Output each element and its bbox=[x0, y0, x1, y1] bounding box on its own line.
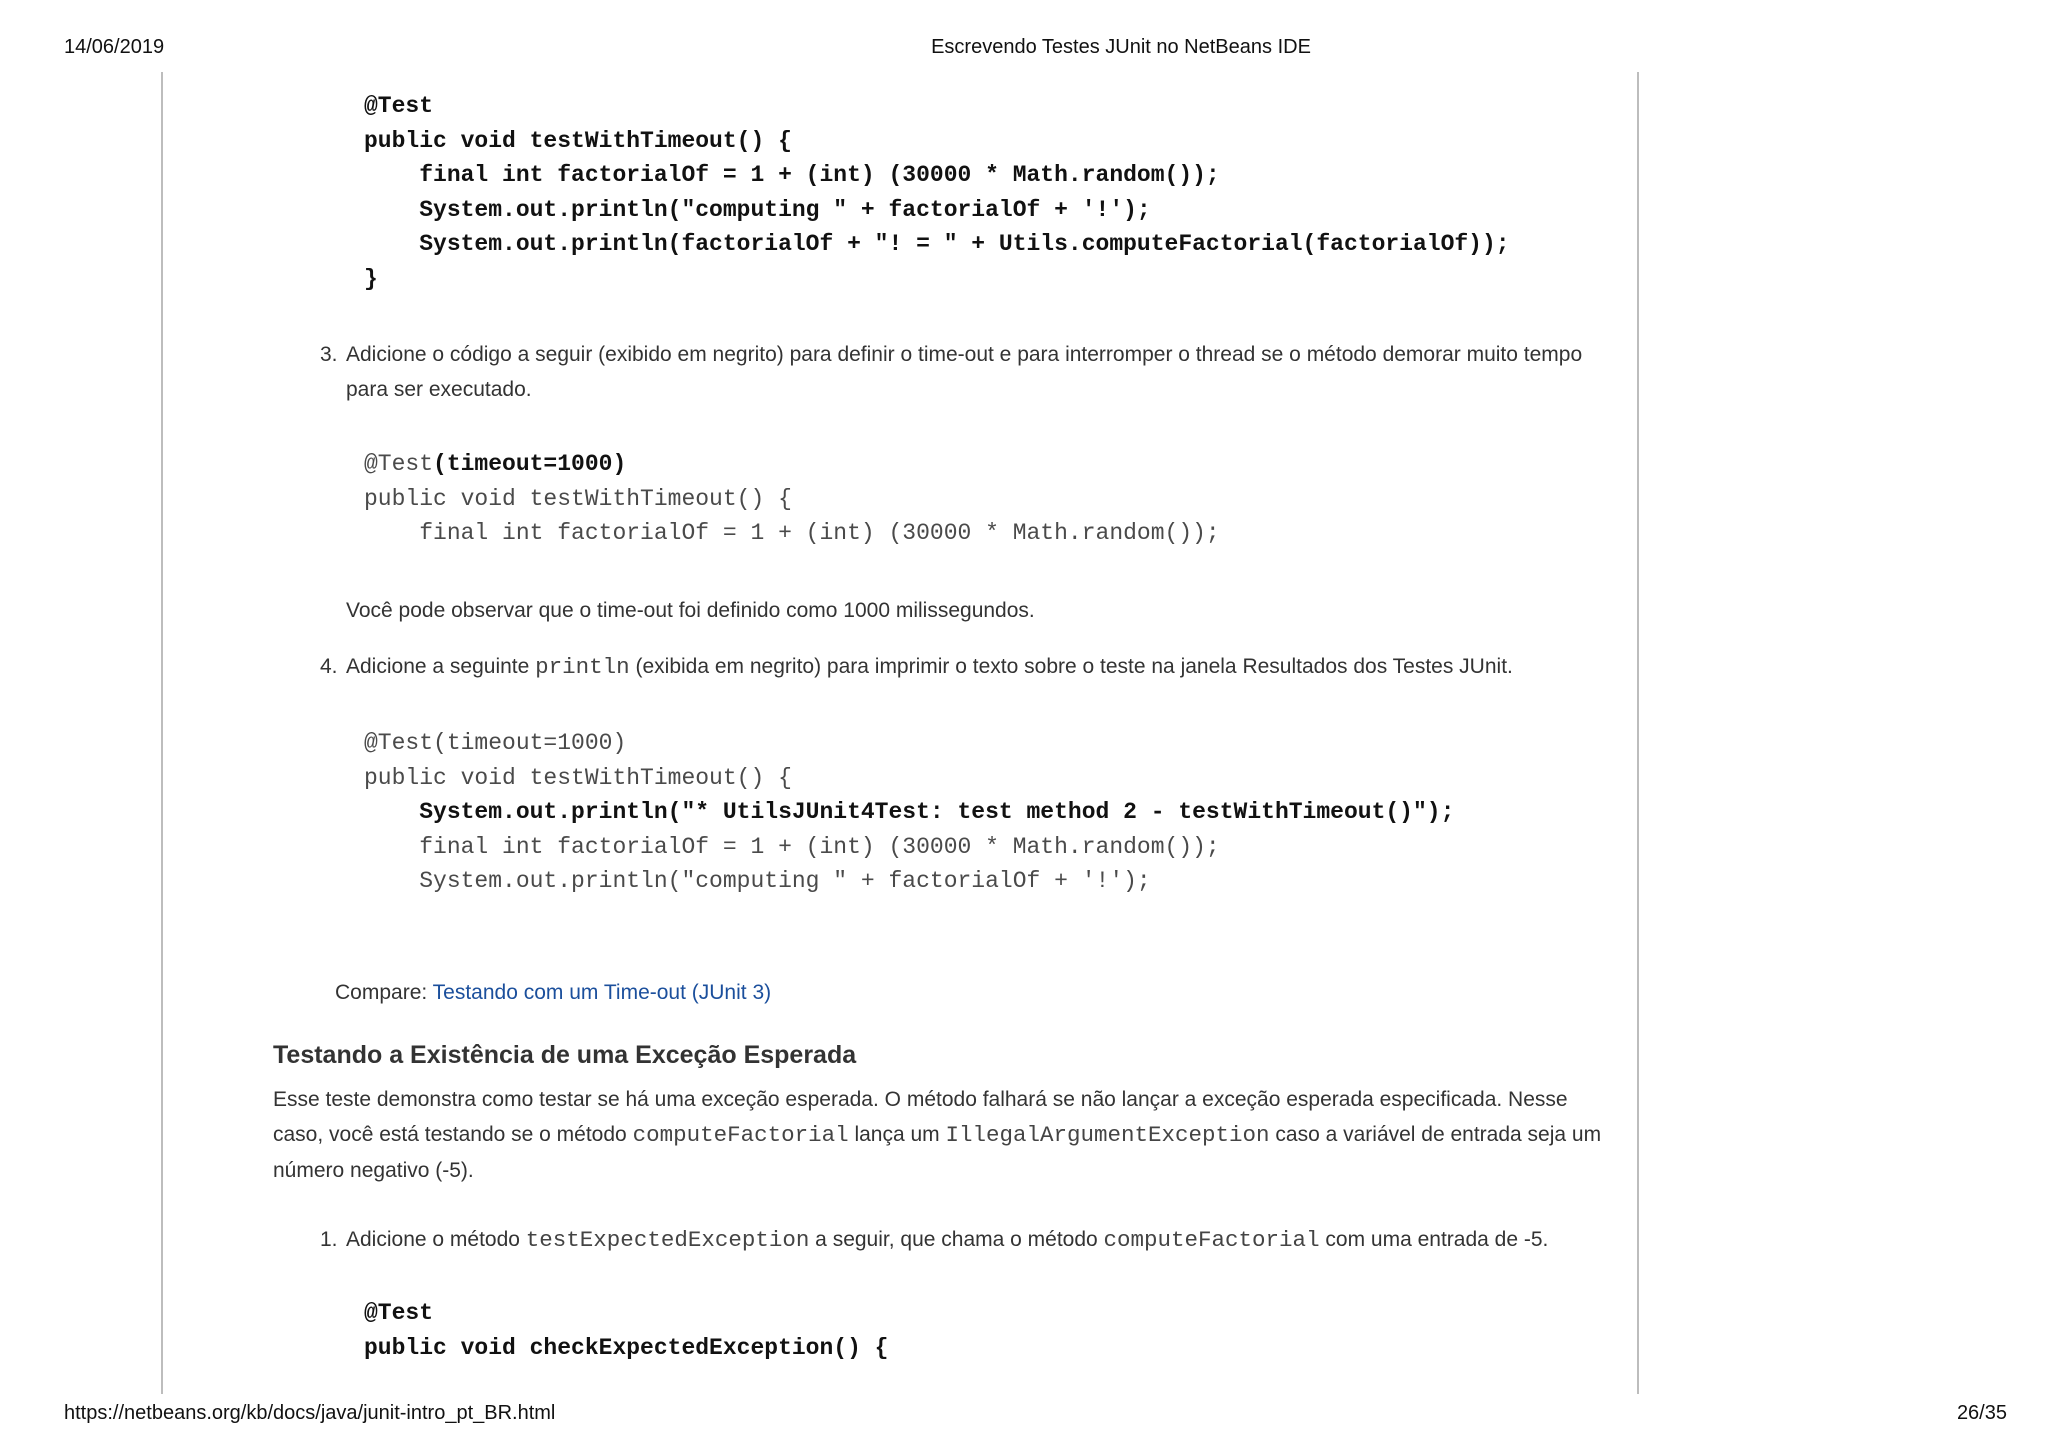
code-line: @Test bbox=[364, 1300, 434, 1326]
step-3-text: Adicione o código a seguir (exibido em negrito) para definir o time-out e para interromper o thread se o método demorar muito tempo para ser executado. bbox=[346, 343, 1583, 401]
code-line: System.out.println(factorialOf + "! = " + Utils.computeFactorial(factorialOf)); bbox=[364, 231, 1510, 257]
footer-url: https://netbeans.org/kb/docs/java/junit-intro_pt_BR.html bbox=[64, 1402, 556, 1424]
inline-code-illegalargumentexception: IllegalArgumentException bbox=[945, 1122, 1270, 1148]
code-bold-timeout-param: (timeout=1000) bbox=[433, 451, 627, 477]
code-block-timeout-annotation bbox=[364, 447, 1220, 551]
inline-code-computefactorial: computeFactorial bbox=[632, 1122, 849, 1148]
footer-page-number: 26/35 bbox=[1956, 1402, 2007, 1424]
code-line: System.out.println("computing " + factorialOf + '!'); bbox=[364, 196, 1151, 223]
section-paragraph-text: Esse teste demonstra como testar se há uma exceção esperada. O método falhará se não lançar a exceção esperada especificada. Nesse caso, você está testando se o método bbox=[273, 1088, 1568, 1146]
compare-link-timeout-junit3[interactable]: Testando com um Time-out (JUnit 3) bbox=[432, 981, 772, 1004]
step-4-text-part: Adicione a seguinte bbox=[346, 655, 536, 678]
step-number: 1. bbox=[320, 1228, 338, 1251]
section-paragraph-text: lança um bbox=[848, 1123, 946, 1146]
step-1-text-part: Adicione o método bbox=[346, 1228, 526, 1251]
code-block-test-with-timeout bbox=[364, 89, 1510, 296]
step-1-text bbox=[346, 1222, 1548, 1258]
code-line: } bbox=[364, 265, 378, 292]
code-line: final int factorialOf = 1 + (int) (30000 * Math.random()); bbox=[364, 162, 1220, 188]
code-annotation: @Test bbox=[364, 451, 434, 477]
step-4-text-part: (exibida em negrito) para imprimir o texto sobre o teste na janela Resultados dos Testes JUnit. bbox=[629, 655, 1513, 678]
step-1-text-part: a seguir, que chama o método bbox=[809, 1228, 1104, 1251]
inline-code-computefactorial: computeFactorial bbox=[1103, 1227, 1320, 1253]
code-line: public void checkExpectedException() { bbox=[364, 1334, 889, 1361]
timeout-note: Você pode observar que o time-out foi definido como 1000 milissegundos. bbox=[346, 599, 1035, 622]
code-line: public void testWithTimeout() { bbox=[364, 764, 792, 791]
code-line: public void testWithTimeout() { bbox=[364, 485, 792, 512]
compare-line bbox=[335, 975, 771, 1010]
code-bold-println-line: System.out.println("* UtilsJUnit4Test: test method 2 - testWithTimeout()"); bbox=[364, 799, 1455, 825]
section-paragraph-text: caso a variável de entrada seja um número negativo (-5). bbox=[273, 1123, 1602, 1182]
code-block-println bbox=[364, 726, 1454, 899]
content-border-right bbox=[1637, 72, 1639, 1394]
code-line: final int factorialOf = 1 + (int) (30000 * Math.random()); bbox=[364, 833, 1220, 860]
inline-code-println: println bbox=[535, 654, 630, 680]
code-line: @Test(timeout=1000) bbox=[364, 730, 627, 756]
header-title: Escrevendo Testes JUnit no NetBeans IDE bbox=[931, 36, 1311, 58]
compare-label: Compare: bbox=[335, 981, 433, 1004]
inline-code-testexpectedexception: testExpectedException bbox=[525, 1227, 810, 1253]
code-line: @Test bbox=[364, 93, 434, 119]
content-border-left bbox=[161, 72, 163, 1394]
section-heading-expected-exception: Testando a Existência de uma Exceção Esperada bbox=[273, 1041, 857, 1069]
section-paragraph bbox=[273, 1082, 1618, 1188]
step-4-text bbox=[346, 649, 1513, 685]
step-number: 3. bbox=[320, 343, 338, 366]
code-block-check-expected-exception bbox=[364, 1296, 889, 1365]
code-line: public void testWithTimeout() { bbox=[364, 127, 792, 154]
header-date: 14/06/2019 bbox=[64, 36, 165, 58]
step-number: 4. bbox=[320, 655, 338, 678]
code-line: final int factorialOf = 1 + (int) (30000 * Math.random()); bbox=[364, 520, 1220, 546]
step-1-text-part: com uma entrada de -5. bbox=[1319, 1228, 1549, 1251]
code-line: System.out.println("computing " + factorialOf + '!'); bbox=[364, 868, 1151, 894]
